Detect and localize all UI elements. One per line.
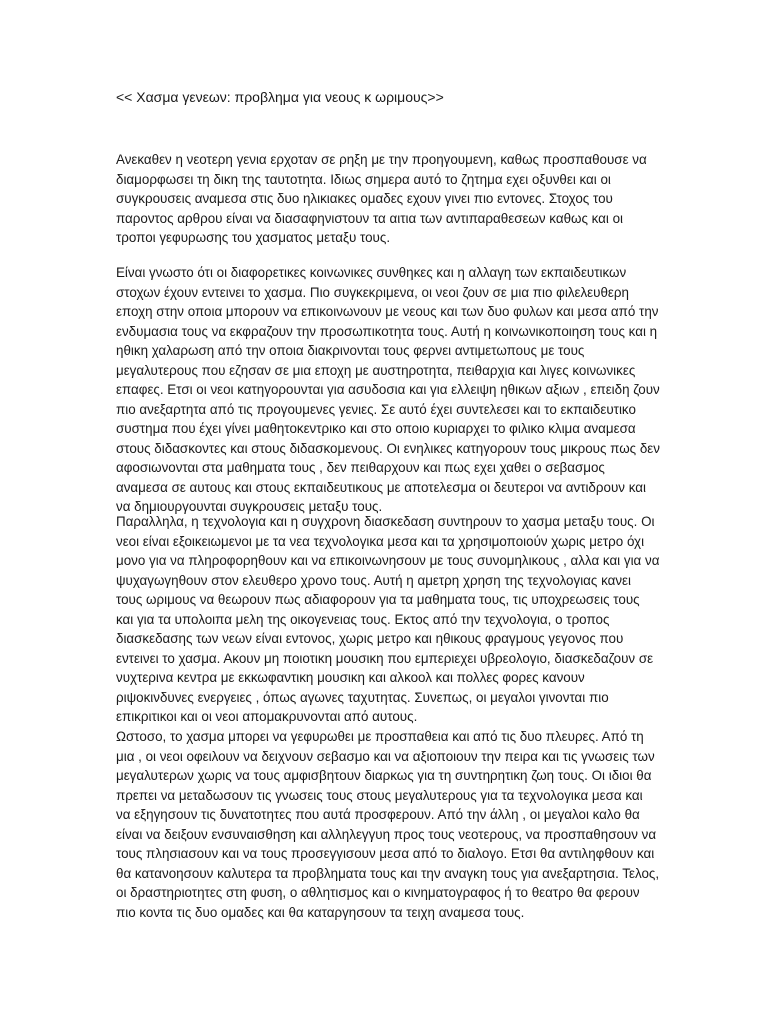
paragraph-introduction: Ανεκαθεν η νεοτερη γενια ερχοταν σε ρηξη με την προηγουμενη, καθως προσπαθουσε να διαμορφωσει τη δικη της ταυτοτητα. Ιδιως σημερα αυτό το ζητημα εχει οξυνθει και οι συγκρουσεις αναμεσα στις δυο ηλικιακες ομαδες εχουν γινει πιο εντονες. Στοχος του παροντος αρθρου είναι να διασαφηνιστουν τα αιτια των αντιπαραθεσεων καθως και οι τροποι γεφυρωσης του χασματος μεταξυ τους.: [116, 152, 647, 245]
paragraph-bridging-gap: Ωστοσο, το χασμα μπορει να γεφυρωθει με προσπαθεια και από τις δυο πλευρες. Από τη μια , οι νεοι οφειλουν να δειχνουν σεβασμο και να αξιοποιουν την πειρα και τις γνωσεις των μεγαλυτερων χωρις να τους αμφισβητουν διαρκως για τη συντηρητικη ζωη τους. Οι ιδιοι θα πρεπει να μεταδωσουν τις γνωσεις τους στους μεγαλυτερους για τα τεχνολογικα μεσα και να εξηγησουν τις δυνατοτητες που αυτά προσφερουν. Από την άλλη , οι μεγαλοι καλο θα είναι να δειξουν ενσυναισθηση και αλληλεγγυη προς τους νεοτερους, να προσπαθησουν να τους πλησιασουν και να τους προσεγγισουν μεσα από το διαλογο. Ετσι θα αντιληφθουν και θα κατανοησουν καλυτερα τα προβληματα τους και την αναγκη τους για ανεξαρτησια. Τελος, οι δραστηριοτητες στη φυση, ο αθλητισμος και ο κινηματογραφος ή το θεατρο θα φερουν πιο κοντα τις δυο ομαδες και θα καταργησουν τα τειχη αναμεσα τους.: [116, 729, 660, 920]
paragraph-technology-entertainment: Παραλληλα, η τεχνολογια και η συγχρονη διασκεδαση συντηρουν το χασμα μεταξυ τους. Οι νεοι είναι εξοικειωμενοι με τα νεα τεχνολογικα μεσα και τα χρησιμοποιούν χωρις μετρο όχι μονο για να πληροφορηθουν και να επικοινωνησουν με τους συνομηλικους , αλλα και για να ψυχαγωγηθουν στον ελευθερο χρονο τους. Αυτή η αμετρη χρηση της τεχνολογιας κανει τους ωριμους να θεωρουν πως αδιαφορουν για τα μαθηματα τους, τις υποχρεωσεις τους και για τα υπολοιπα μελη της οικογενειας τους. Εκτος από την τεχνολογια, ο τροπος διασκεδασης των νεων είναι εντονος, χωρις μετρο και ηθικους φραγμους γεγονος που εντεινει το χασμα. Ακουν μη ποιοτικη μουσικη που εμπεριεχει υβρεολογιο, διασκεδαζουν σε νυχτερινα κεντρα με εκκωφαντικη μουσικη και αλκοολ και πολλες φορες κανουν ριψοκινδυνες ενεργειες , όπως αγωνες ταχυτητας. Συνεπως, οι μεγαλοι γινονται πιο επικριτικοι και οι νεοι απομακρυνονται από αυτους.: [116, 514, 660, 724]
document-title: << Χασμα γενεων: προβλημα για νεους κ ωριμους>>: [116, 89, 444, 105]
paragraph-social-conditions: Είναι γνωστο ότι οι διαφορετικες κοινωνικες συνθηκες και η αλλαγη των εκπαιδευτικων στοχων έχουν εντεινει το χασμα. Πιο συγκεκριμενα, οι νεοι ζουν σε μια πιο φιλελευθερη εποχη στην οποια μπορουν να επικοινωνουν με νεους και των δυο φυλων και μεσα από την ενδυμασια τους να εκφραζουν την προσωπικοτητα τους. Αυτή η κοινωνικοποιηση τους και η ηθικη χαλαρωση από την οποια διακρινονται τους φερνει αντιμετωπους με τους μεγαλυτερους που εζησαν σε μια εποχη με αυστηροτητα, πειθαρχια και λιγες κοινωνικες επαφες. Ετσι οι νεοι κατηγορουνται για ασυδοσια και για ελλειψη ηθικων αξιων , επειδη ζουν πιο ανεξαρτητα από τις προγουμενες γενιες. Σε αυτό έχει συντελεσει και το εκπαιδευτικο συστημα που έχει γίνει μαθητοκεντρικο και στο οποιο κυριαρχει το φιλικο κλιμα αναμεσα στους διδασκοντες και στους διδασκομενους. Οι ενηλικες κατηγορουν τους μικρους πως δεν αφοσιωνονται στα μαθηματα τους , δεν πειθαρχουν και πως εχει χαθει ο σεβασμος αναμεσα σε αυτους και στους εκπαιδευτικους με αποτελεσμα οι δευτεροι να αντιδρουν και να δημιουργουνται συγκρουσεις μεταξυ τους.: [116, 265, 660, 514]
